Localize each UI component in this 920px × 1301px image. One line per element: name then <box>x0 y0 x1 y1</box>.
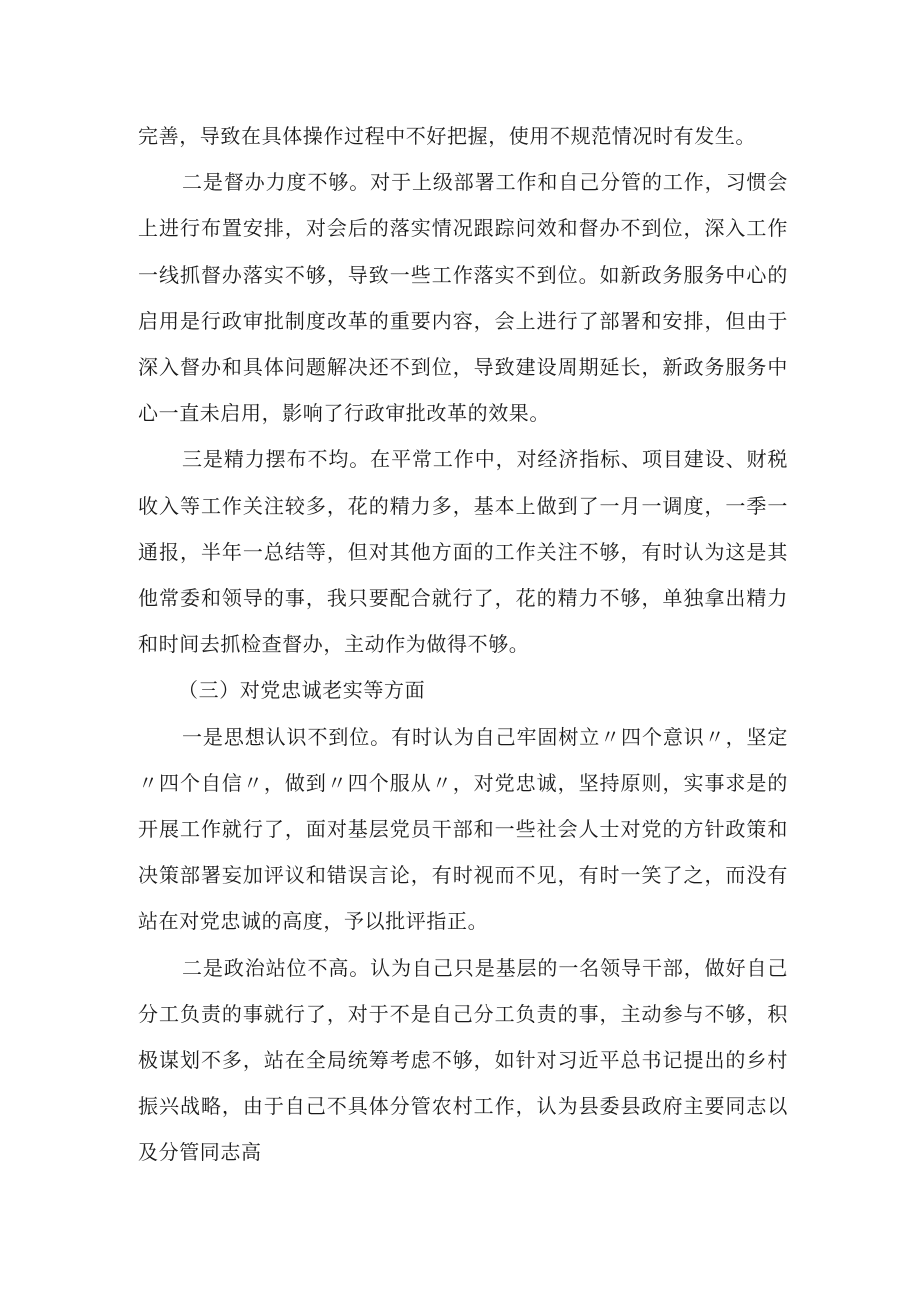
section-heading-loyalty: （三）对党忠诚老实等方面 <box>178 678 426 703</box>
paragraph-ideological-awareness: 一是思想认识不到位。有时认为自己牢固树立〃四个意识〃，坚定〃四个自信〃，做到〃四个服从〃，对党忠诚，坚持原则，实事求是的开展工作就行了，面对基层党员干部和一些社会人士对党的方针政策和决策部署妄加评议和错误言论，有时视而不见，有时一笑了之，而没有站在对党忠诚的高度，予以批评指正。 <box>138 724 788 934</box>
document-body <box>138 113 788 1176</box>
paragraph-political-standing: 二是政治站位不高。认为自己只是基层的一名领导干部，做好自己分工负责的事就行了，对于不是自己分工负责的事，主动参与不够，积极谋划不多，站在全局统筹考虑不够，如针对习近平总书记提出的乡村振兴战略，由于自己不具体分管农村工作，认为县委县政府主要同志以及分管同志高 <box>138 955 788 1165</box>
paragraph-supervision: 二是督办力度不够。对于上级部署工作和自己分管的工作，习惯会上进行布置安排，对会后的落实情况跟踪问效和督办不到位，深入工作一线抓督办落实不够，导致一些工作落实不到位。如新政务服务中心的启用是行政审批制度改革的重要内容，会上进行了部署和安排，但由于深入督办和具体问题解决还不到位，导致建设周期延长，新政务服务中心一直未启用，影响了行政审批改革的效果。 <box>138 170 788 426</box>
paragraph-energy-allocation: 三是精力摆布不均。在平常工作中，对经济指标、项目建设、财税收入等工作关注较多，花的精力多，基本上做到了一月一调度，一季一通报，半年一总结等，但对其他方面的工作关注不够，有时认为这是其他常委和领导的事，我只要配合就行了，花的精力不够，单独拿出精力和时间去抓检查督办，主动作为做得不够。 <box>138 447 788 657</box>
paragraph-continuation: 完善，导致在具体操作过程中不好把握，使用不规范情况时有发生。 <box>138 124 756 148</box>
